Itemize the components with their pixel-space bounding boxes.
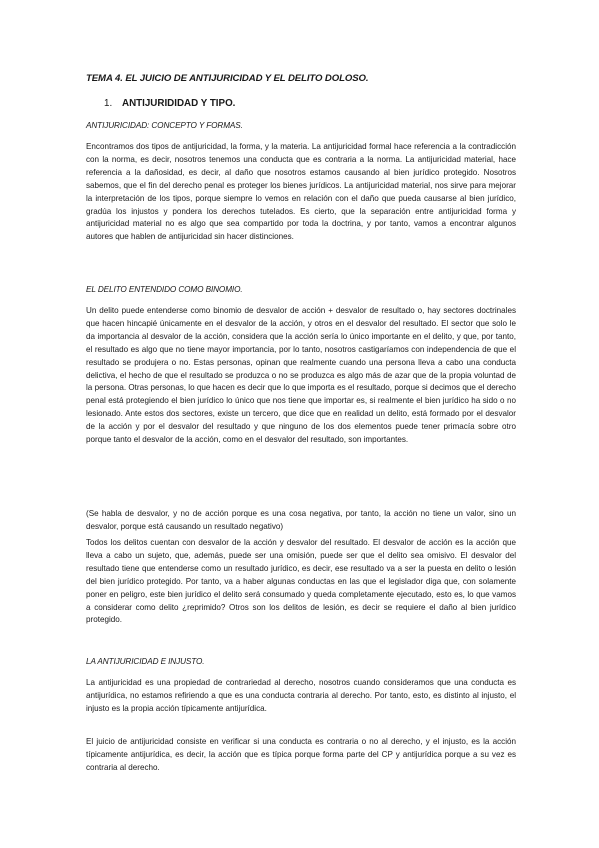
subheading-binomio: EL DELITO ENTENDIDO COMO BINOMIO. [86,285,243,294]
subheading-antijuricidad: ANTIJURICIDAD: CONCEPTO Y FORMAS. [86,121,243,130]
section-number: 1. [104,98,113,109]
paragraph-4: Todos los delitos cuentan con desvalor de la acción y desvalor del resultado. El desvalor de acción es la acción que lleva a cabo un sujeto, que, además, puede ser una omisión, puede ser que el delito sea omisivo. El desvalor del resultado tiene que entenderse como un resultado jurídico, es decir, ese resultado va a ser la puesta en delito o lesión del bien jurídico protegido. Por tanto, va a haber algunas conductas en las que el legislador diga que, con solamente poner en peligro, este bien jurídico el delito será consumado y queda completamente ejecutado, esto es, lo que vamos a considerar como delito ¿reprimido? Otros son los delitos de lesión, es decir se requiere el daño al bien jurídico protegido. [86,538,516,625]
paragraph-3: (Se habla de desvalor, y no de acción porque es una cosa negativa, por tanto, la acción no tiene un valor, sino un desvalor, porque está causando un resultado negativo) [86,509,516,531]
paragraph-2: Un delito puede entenderse como binomio de desvalor de acción + desvalor de resultado o, hay sectores doctrinales que hacen hincapié únicamente en el desvalor de la acción, y otros en el desvalor del resultado. El sector que solo le da importancia al desvalor de la acción, considera que la acción sería lo único importante en el delito, y que, por tanto, el resultado es algo que no tiene mayor importancia, por lo tanto, nosotros castigaríamos con independencia de que el resultado se produjera o no. Estas personas, opinan que realmente cuando una persona lleva a cabo una conducta delictiva, el hecho de que el resultado se produzca o no se produzca es algo más de azar que de la propia voluntad de la persona. Otras personas, lo que hacen es decir que lo que importa es el resultado, porque si decimos que el derecho penal está protegiendo el bien jurídico lo único que nos tiene que importar es, si realmente el bien jurídico ha sido o no lesionado. Ante estos dos sectores, existe un tercero, que dice que en realidad un delito, está formado por el desvalor de la acción y por el desvalor del resultado y que ninguno de los dos elementos puede tener primacía sobre otro porque tanto el desvalor de la acción, como en el desvalor del resultado, son importantes. [86,306,516,445]
paragraph-1: Encontramos dos tipos de antijuricidad, la forma, y la materia. La antijuricidad formal hace referencia a la contradicción con la norma, es decir, nosotros tenemos una conducta que es contraria a la norma. La antijuricidad material, hace referencia a la dañosidad, es decir, al daño que nosotros estamos causando al bien jurídico protegido. Nosotros sabemos, que el fin del derecho penal es proteger los bienes jurídicos. La antijuricidad material, nos sirve para mejorar la interpretación de los tipos, porque siempre lo vemos en relación con el daño que pueda causarse al bien jurídico, gradúa los injustos y pondera los derechos tutelados. Es cierto, que la separación entre antijuricidad forma y antijuricidad material no es algo que sea compartido por toda la doctrina, y por tanto, vamos a encontrar algunos autores que hablen de antijuricidad sin hacer distinciones. [86,142,516,242]
section-title: ANTIJURIDIDAD Y TIPO. [122,98,236,109]
subheading-injusto: LA ANTIJURICIDAD E INJUSTO. [86,657,205,666]
document-title: TEMA 4. EL JUICIO DE ANTIJURICIDAD Y EL DELITO DOLOSO. [86,73,369,84]
paragraph-5: La antijuricidad es una propiedad de contrariedad al derecho, nosotros cuando consideramos que una conducta es antijurídica, no estamos refiriendo a que es una conducta contraria al derecho. Por tanto, esto, es distinto al injusto, el injusto es la propia acción típicamente antijurídica. [86,678,516,713]
paragraph-6: El juicio de antijuricidad consiste en verificar si una conducta es contraria o no al derecho, y el injusto, es la acción típicamente antijurídica, es decir, la acción que es típica porque forma parte del CP y antijurídica porque a su vez es contraria al derecho. [86,737,516,772]
section-heading [104,98,504,109]
